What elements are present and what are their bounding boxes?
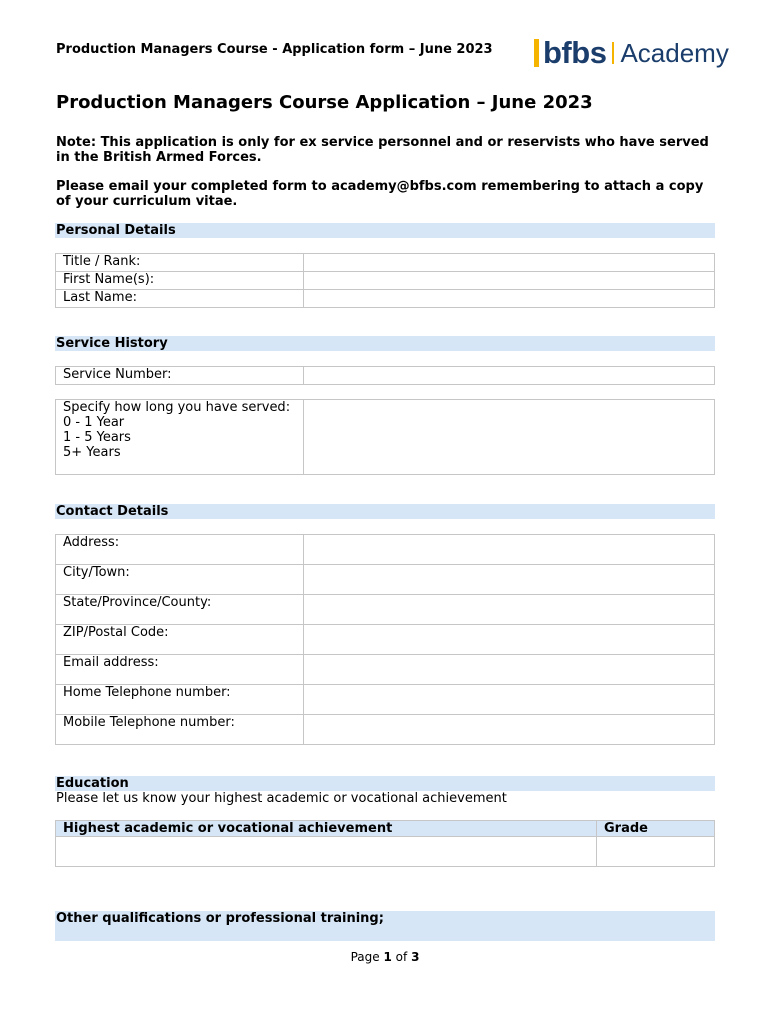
first-name-field[interactable] (304, 272, 715, 290)
home-phone-field[interactable] (304, 685, 715, 715)
state-field[interactable] (304, 595, 715, 625)
service-duration-cell (56, 400, 304, 475)
education-subtext: Please let us know your highest academic or vocational achievement (56, 791, 507, 806)
duration-option: 0 - 1 Year (63, 415, 125, 430)
home-phone-label: Home Telephone number: (56, 685, 304, 715)
service-number-table (55, 366, 715, 385)
last-name-label: Last Name: (56, 290, 304, 308)
address-field[interactable] (304, 535, 715, 565)
state-label: State/Province/County: (56, 595, 304, 625)
submission-instruction: Please email your completed form to academy@bfbs.com remembering to attach a copy of your curriculum vitae. (56, 179, 704, 209)
eligibility-note: Note: This application is only for ex service personnel and or reservists who have served in the British Armed Forces. (56, 135, 709, 165)
service-duration-table (55, 399, 715, 475)
page-title: Production Managers Course Application – June 2023 (56, 92, 593, 113)
contact-details-heading: Contact Details (55, 504, 715, 519)
page-label: Page (350, 950, 380, 964)
email-label: Email address: (56, 655, 304, 685)
duration-option: 5+ Years (63, 445, 121, 460)
email-field[interactable] (304, 655, 715, 685)
title-rank-label: Title / Rank: (56, 254, 304, 272)
title-rank-field[interactable] (304, 254, 715, 272)
city-field[interactable] (304, 565, 715, 595)
header-title: Production Managers Course - Application form – June 2023 (56, 42, 493, 57)
grade-column-header: Grade (597, 821, 715, 837)
mobile-phone-field[interactable] (304, 715, 715, 745)
logo-word: Academy (620, 37, 729, 68)
city-label: City/Town: (56, 565, 304, 595)
other-qualifications-heading: Other qualifications or professional training; (55, 911, 715, 941)
page-total: 3 (411, 950, 420, 964)
bfbs-academy-logo (534, 33, 729, 73)
logo-accent-bar (534, 39, 539, 67)
personal-details-heading: Personal Details (55, 223, 715, 238)
education-table (55, 820, 715, 867)
achievement-field[interactable] (56, 837, 597, 867)
page-number (0, 950, 770, 964)
service-number-field[interactable] (304, 367, 715, 385)
contact-details-table (55, 534, 715, 745)
personal-details-table (55, 253, 715, 308)
service-number-label: Service Number: (56, 367, 304, 385)
page-current: 1 (383, 950, 392, 964)
mobile-phone-label: Mobile Telephone number: (56, 715, 304, 745)
education-heading: Education (55, 776, 715, 791)
first-name-label: First Name(s): (56, 272, 304, 290)
logo-separator (612, 42, 614, 64)
achievement-column-header: Highest academic or vocational achievement (56, 821, 597, 837)
page-of: of (395, 950, 408, 964)
service-duration-label: Specify how long you have served: (63, 400, 291, 415)
service-history-heading: Service History (55, 336, 715, 351)
zip-field[interactable] (304, 625, 715, 655)
duration-option: 1 - 5 Years (63, 430, 131, 445)
zip-label: ZIP/Postal Code: (56, 625, 304, 655)
logo-brand: bfbs (543, 35, 607, 70)
service-duration-field[interactable] (304, 400, 715, 475)
address-label: Address: (56, 535, 304, 565)
grade-field[interactable] (597, 837, 715, 867)
last-name-field[interactable] (304, 290, 715, 308)
